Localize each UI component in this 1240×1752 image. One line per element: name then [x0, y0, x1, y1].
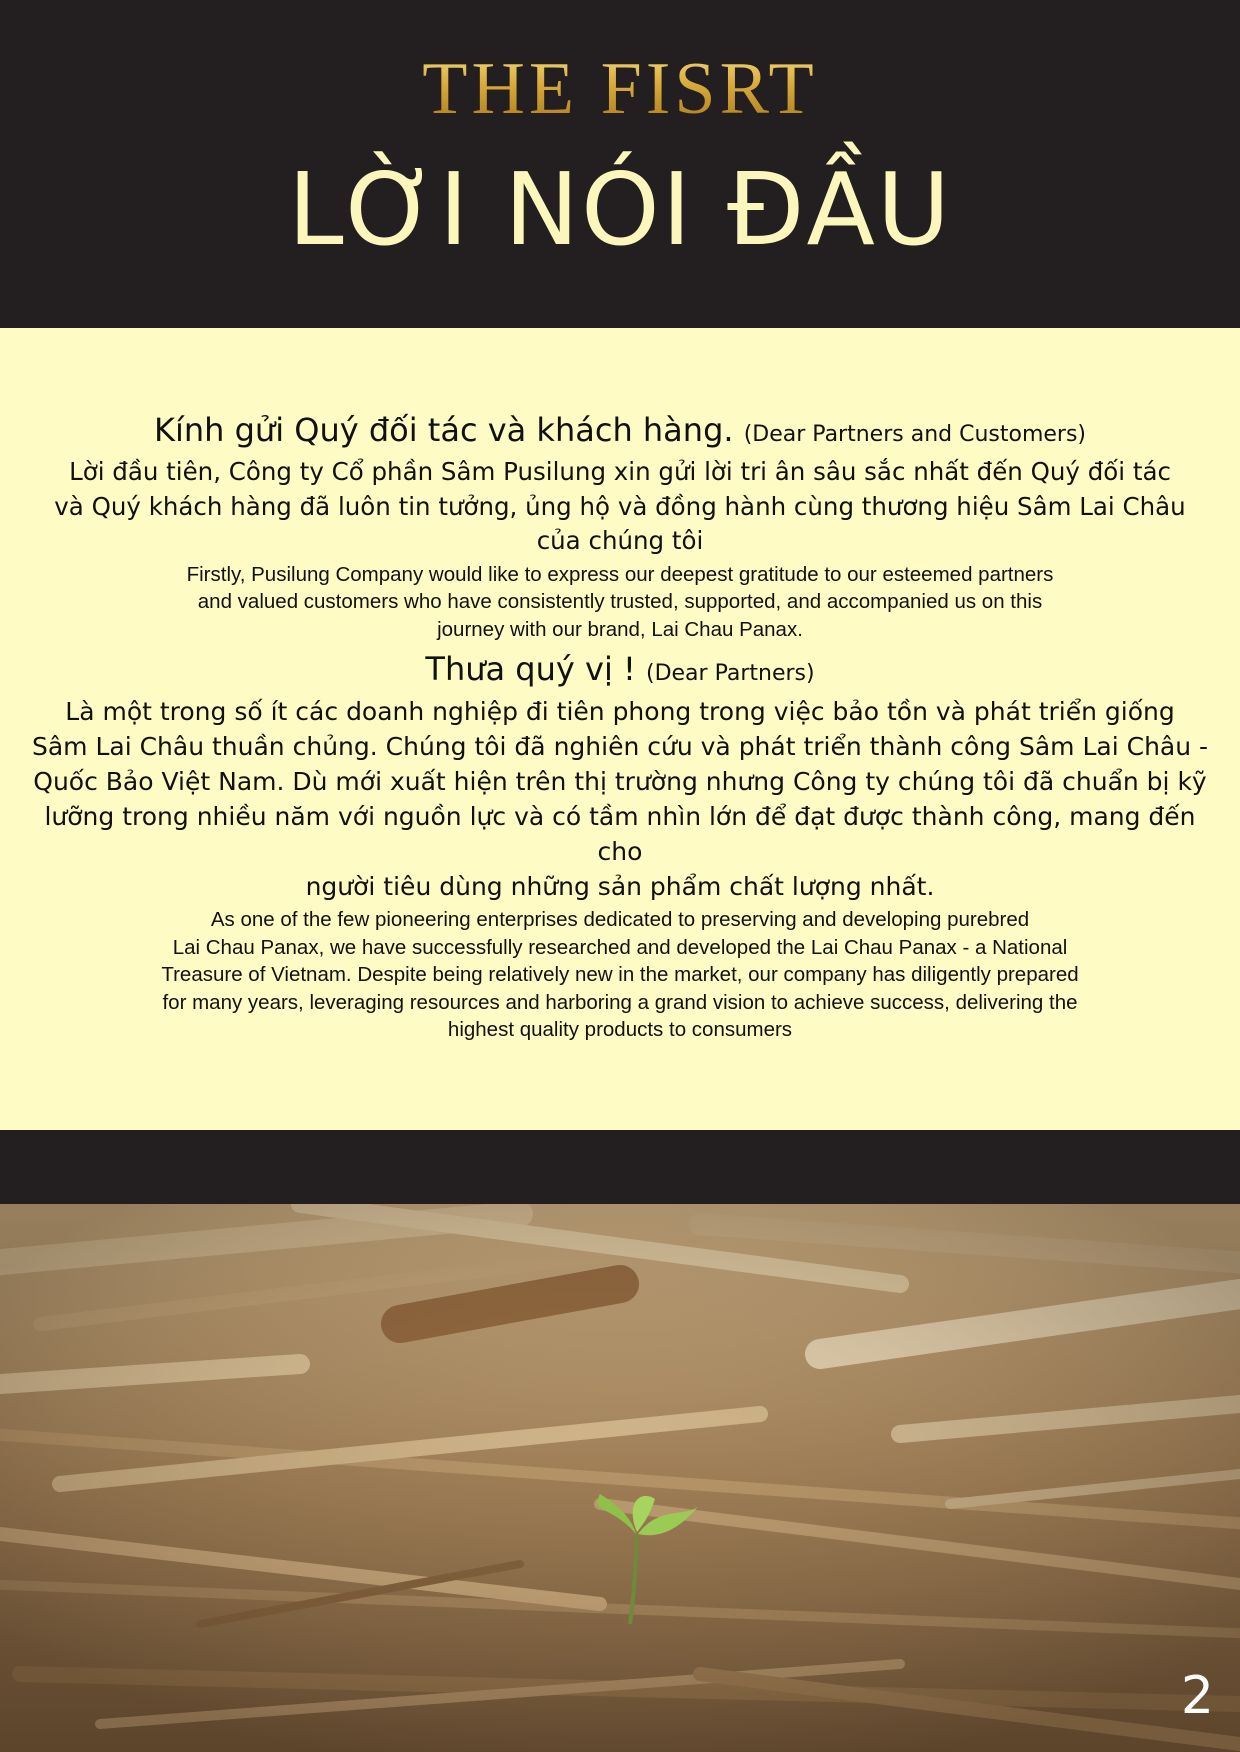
divider-band — [0, 1130, 1240, 1204]
header-banner — [0, 0, 1240, 328]
mission-vi-line: Sâm Lai Châu thuần chủng. Chúng tôi đã nghiên cứu và phát triển thành công Sâm Lai Châu - — [31, 732, 1209, 761]
mission-en-line: Lai Chau Panax, we have successfully researched and developed the Lai Chau Panax - a National — [172, 935, 1068, 959]
greeting-en-line: Firstly, Pusilung Company would like to express our deepest gratitude to our esteemed partners — [186, 562, 1054, 586]
mission-en-line: Treasure of Vietnam. Despite being relatively new in the market, our company has diligently prepared — [161, 963, 1079, 986]
greeting-heading-text: Kính gửi Quý đối tác và khách hàng. — [153, 411, 734, 449]
mission-vi-line: Là một trong số ít các doanh nghiệp đi tiên phong trong việc bảo tồn và phát triển giống — [65, 697, 1175, 726]
intro-content — [30, 410, 1210, 1050]
mission-vi-line: lưỡng trong nhiều năm với nguồn lực và có tầm nhìn lớn để đạt được thành công, mang đến cho — [44, 802, 1196, 866]
mission-en-line: As one of the few pioneering enterprises dedicated to preserving and developing purebred — [210, 908, 1030, 931]
intro-panel — [0, 328, 1240, 1130]
mission-en-paragraph — [30, 906, 1210, 1044]
mission-vi-line: Quốc Bảo Việt Nam. Dù mới xuất hiện trên thị trường nhưng Công ty chúng tôi đã chuẩn bị kỹ — [33, 767, 1207, 796]
page-number: 2 — [1180, 1666, 1214, 1726]
greeting-en-paragraph — [30, 561, 1210, 644]
greeting-vi-line: và Quý khách hàng đã luôn tin tưởng, ủng hộ và đồng hành cùng thương hiệu Sâm Lai Châu — [54, 491, 1186, 521]
greeting-vi-line: Lời đầu tiên, Công ty Cổ phần Sâm Pusilung xin gửi lời tri ân sâu sắc nhất đến Quý đối tác — [69, 457, 1171, 486]
salutation-heading — [30, 649, 1210, 694]
mission-en-line: highest quality products to consumers — [447, 1018, 793, 1041]
mission-vi-line: người tiêu dùng những sản phẩm chất lượng nhất. — [305, 872, 935, 901]
salutation-heading-translation: (Dear Partners) — [646, 661, 815, 686]
straw-seedling-illustration — [0, 1204, 1240, 1752]
greeting-vi-line: của chúng tôi — [536, 526, 704, 555]
greeting-en-line: and valued customers who have consistently trusted, supported, and accompanied us on this — [197, 590, 1043, 613]
greeting-heading — [30, 410, 1210, 455]
mission-en-line: for many years, leveraging resources and harboring a grand vision to achieve success, delivering the — [162, 990, 1078, 1014]
greeting-heading-translation: (Dear Partners and Customers) — [743, 422, 1086, 447]
kicker-title: THE FISRT — [0, 52, 1240, 126]
page-title: LỜI NÓI ĐẦU — [287, 151, 953, 268]
greeting-en-line: journey with our brand, Lai Chau Panax. — [437, 617, 803, 641]
seedling-photo — [0, 1204, 1240, 1752]
salutation-heading-text: Thưa quý vị ! — [425, 650, 636, 688]
